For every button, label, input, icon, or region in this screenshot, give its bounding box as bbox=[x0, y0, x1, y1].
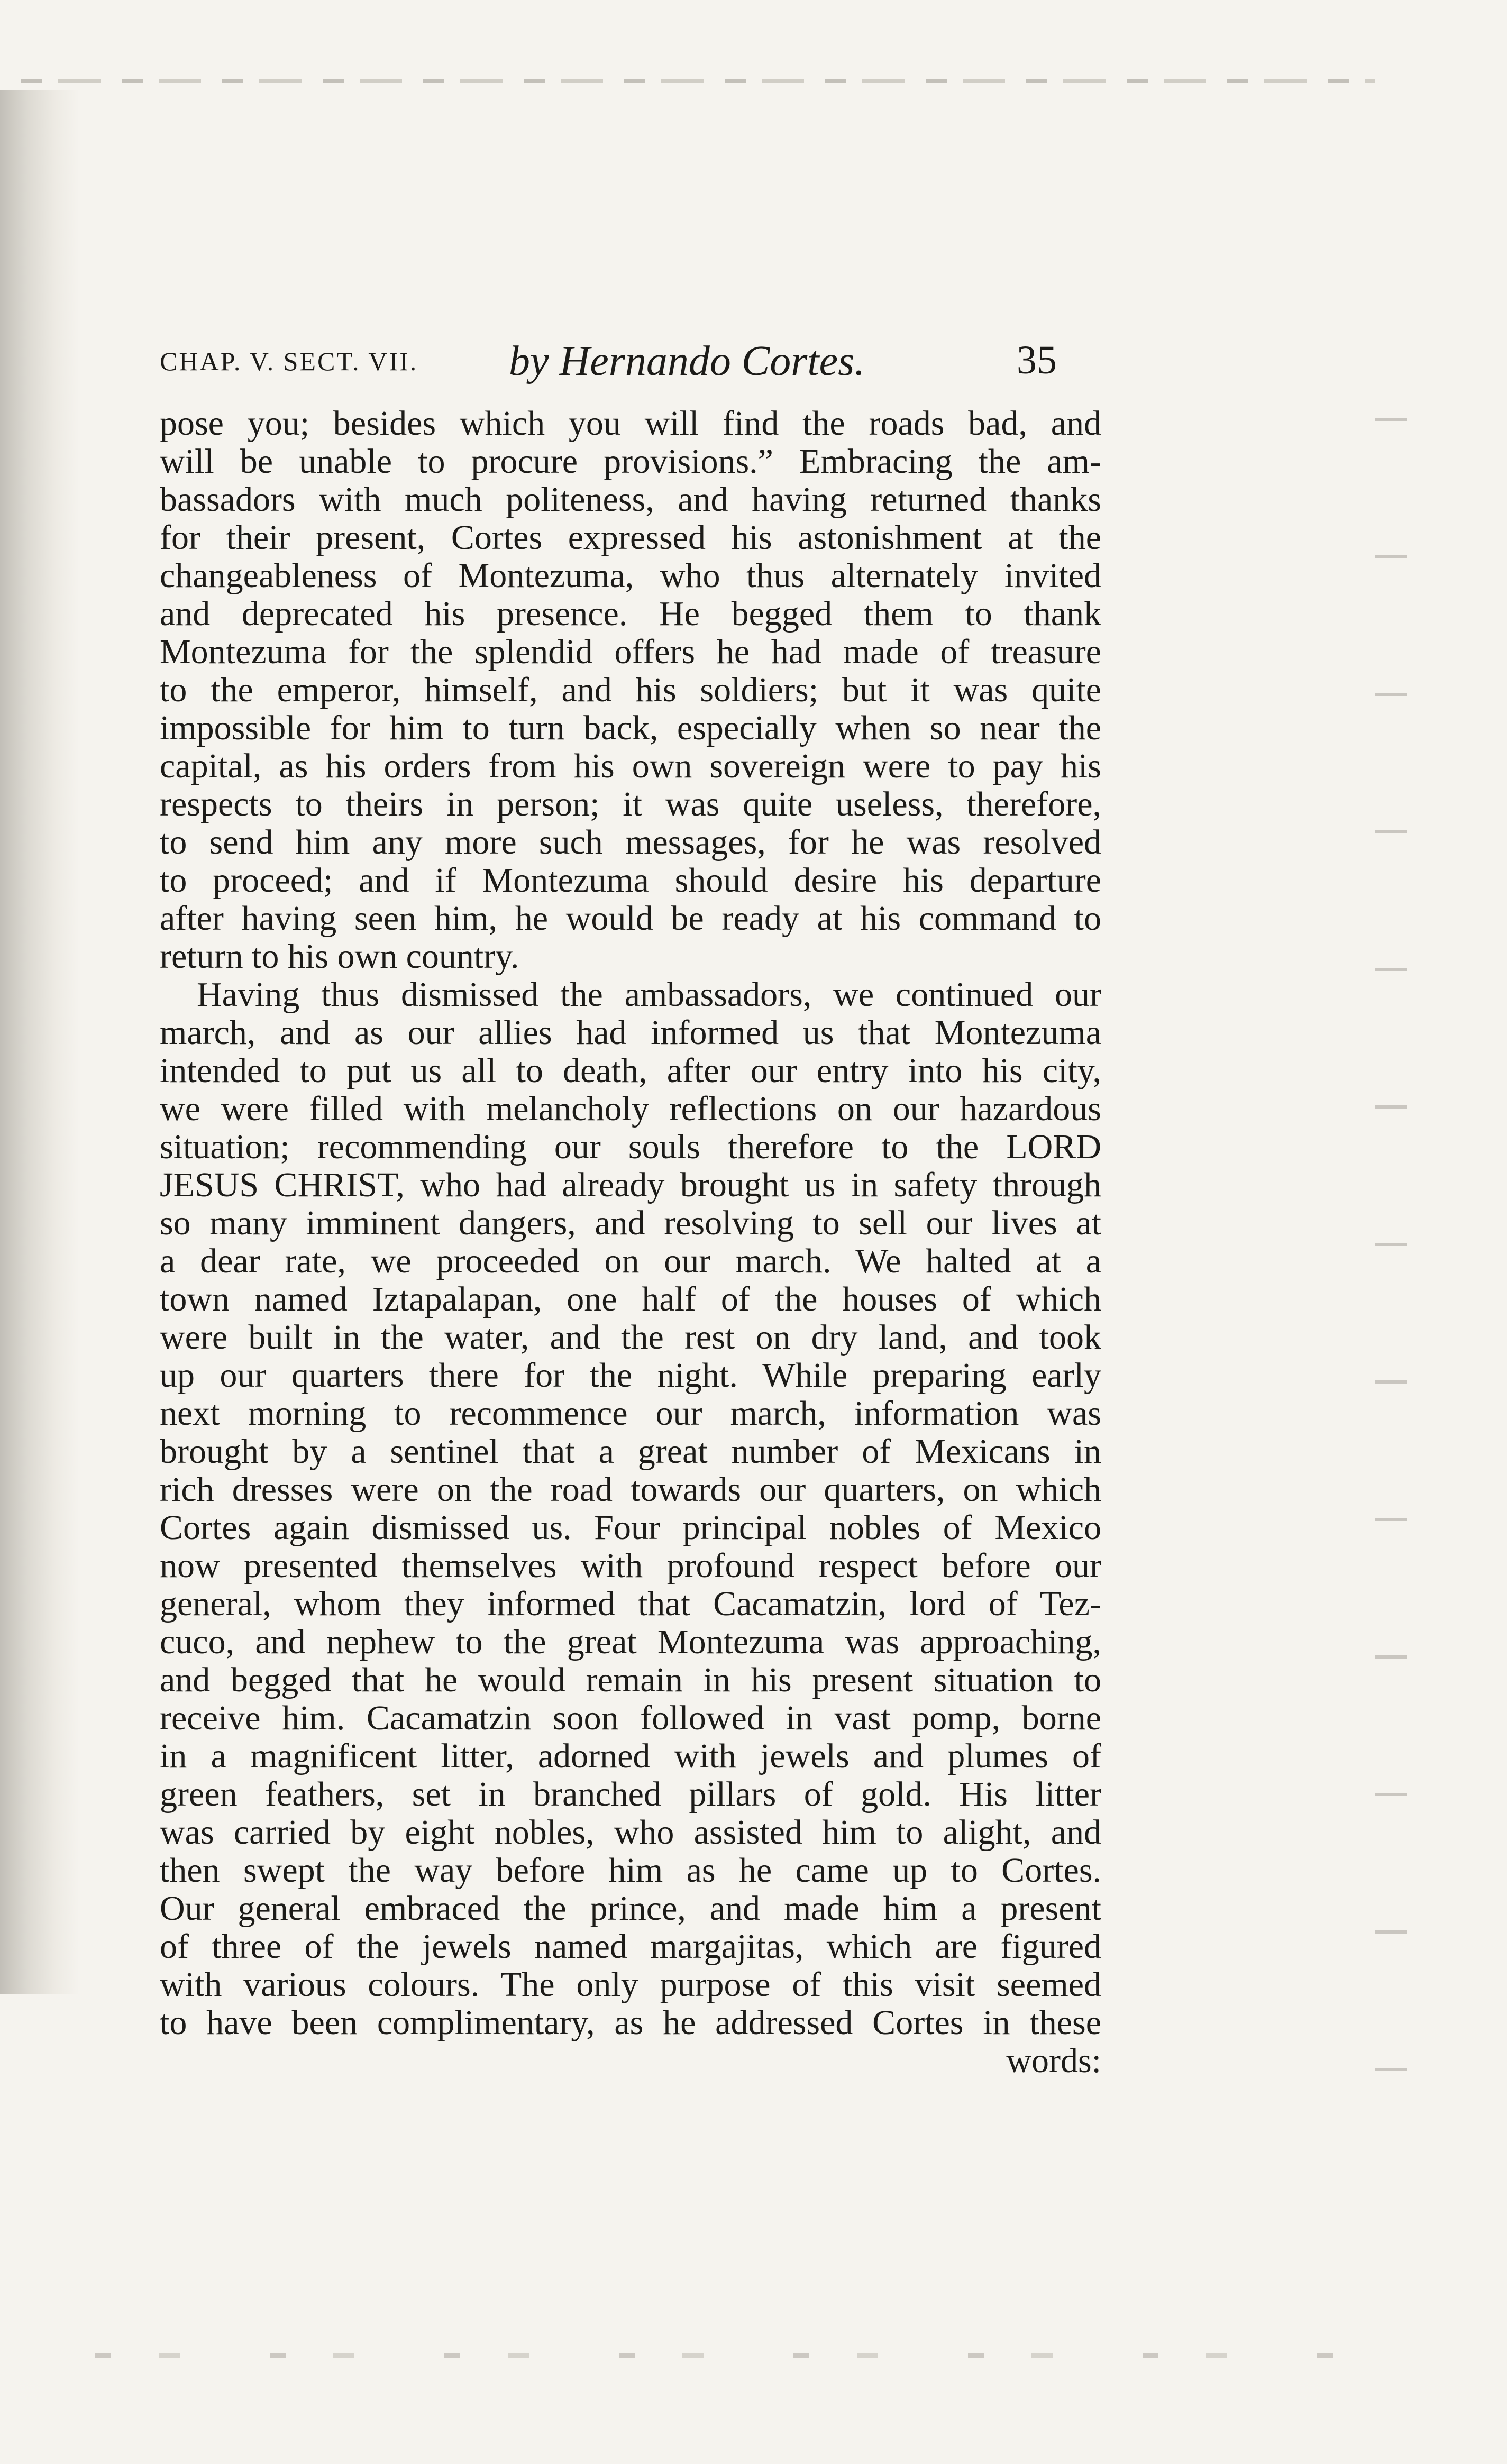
text-line: were built in the water, and the rest on dry land, and took bbox=[160, 1318, 1101, 1357]
text-line: to have been complimentary, as he addressed Cortes in these bbox=[160, 2003, 1101, 2042]
text-line: capital, as his orders from his own sovereign were to pay his bbox=[160, 747, 1101, 785]
text-line: JESUS CHRIST, who had already brought us in safety through bbox=[160, 1166, 1101, 1204]
text-line: green feathers, set in branched pillars of gold. His litter bbox=[160, 1775, 1101, 1813]
text-line: and begged that he would remain in his present situation to bbox=[160, 1661, 1101, 1699]
running-title: by Hernando Cortes. bbox=[509, 338, 865, 384]
text-line: next morning to recommence our march, information was bbox=[160, 1394, 1101, 1433]
text-line: bassadors with much politeness, and having returned thanks bbox=[160, 480, 1101, 519]
text-line: Montezuma for the splendid offers he had made of treasure bbox=[160, 633, 1101, 671]
text-line: then swept the way before him as he came up to Cortes. bbox=[160, 1851, 1101, 1890]
binding-shadow bbox=[0, 90, 79, 1994]
text-line: cuco, and nephew to the great Montezuma was approaching, bbox=[160, 1623, 1101, 1661]
text-line: respects to theirs in person; it was quite useless, therefore, bbox=[160, 785, 1101, 823]
text-line: with various colours. The only purpose of this visit seemed bbox=[160, 1965, 1101, 2004]
text-line: return to his own country. bbox=[160, 937, 519, 976]
catchword: words: bbox=[1006, 2041, 1101, 2080]
text-line: receive him. Cacamatzin soon followed in vast pomp, borne bbox=[160, 1699, 1101, 1737]
text-line: to send him any more such messages, for he was resolved bbox=[160, 823, 1101, 862]
text-line: impossible for him to turn back, especially when so near the bbox=[160, 709, 1101, 747]
text-line: to the emperor, himself, and his soldiers; but it was quite bbox=[160, 671, 1101, 709]
running-head bbox=[160, 328, 1101, 386]
page-number: 35 bbox=[1017, 338, 1057, 382]
text-line: situation; recommending our souls therefore to the LORD bbox=[160, 1128, 1101, 1166]
scan-artifact-right bbox=[1375, 370, 1407, 2168]
text-line: intended to put us all to death, after our entry into his city, bbox=[160, 1051, 1101, 1090]
text-line: rich dresses were on the road towards our quarters, on which bbox=[160, 1470, 1101, 1509]
text-line: will be unable to procure provisions.” Embracing the am- bbox=[160, 442, 1101, 481]
text-line: Our general embraced the prince, and made him a present bbox=[160, 1889, 1101, 1928]
text-line: and deprecated his presence. He begged them to thank bbox=[160, 594, 1101, 633]
text-line: a dear rate, we proceeded on our march. We halted at a bbox=[160, 1242, 1101, 1280]
text-line: changeableness of Montezuma, who thus alternately invited bbox=[160, 556, 1101, 595]
chapter-section-label: CHAP. V. SECT. VII. bbox=[160, 346, 418, 376]
text-line: we were filled with melancholy reflections on our hazardous bbox=[160, 1089, 1101, 1128]
text-line: Cortes again dismissed us. Four principal nobles of Mexico bbox=[160, 1508, 1101, 1547]
scan-artifact-bottom bbox=[95, 2353, 1338, 2358]
text-line: up our quarters there for the night. While preparing early bbox=[160, 1356, 1101, 1395]
text-line: pose you; besides which you will find the roads bad, and bbox=[160, 404, 1101, 443]
text-line: brought by a sentinel that a great number of Mexicans in bbox=[160, 1432, 1101, 1471]
text-line: after having seen him, he would be ready at his command to bbox=[160, 899, 1101, 938]
text-line: of three of the jewels named margajitas, which are figured bbox=[160, 1927, 1101, 1966]
text-line: march, and as our allies had informed us that Montezuma bbox=[160, 1013, 1101, 1052]
text-line: town named Iztapalapan, one half of the houses of which bbox=[160, 1280, 1101, 1318]
text-line: so many imminent dangers, and resolving to sell our lives at bbox=[160, 1204, 1101, 1242]
text-line: general, whom they informed that Cacamatzin, lord of Tez- bbox=[160, 1584, 1101, 1623]
text-line: to proceed; and if Montezuma should desire his departure bbox=[160, 861, 1101, 900]
text-line: Having thus dismissed the ambassadors, we continued our bbox=[197, 975, 1101, 1014]
text-line: for their present, Cortes expressed his astonishment at the bbox=[160, 518, 1101, 557]
text-line: in a magnificent litter, adorned with jewels and plumes of bbox=[160, 1737, 1101, 1775]
body-text bbox=[160, 405, 1101, 2080]
scan-artifact-top bbox=[21, 79, 1375, 83]
text-line: was carried by eight nobles, who assisted him to alight, and bbox=[160, 1813, 1101, 1852]
text-line: now presented themselves with profound respect before our bbox=[160, 1546, 1101, 1585]
